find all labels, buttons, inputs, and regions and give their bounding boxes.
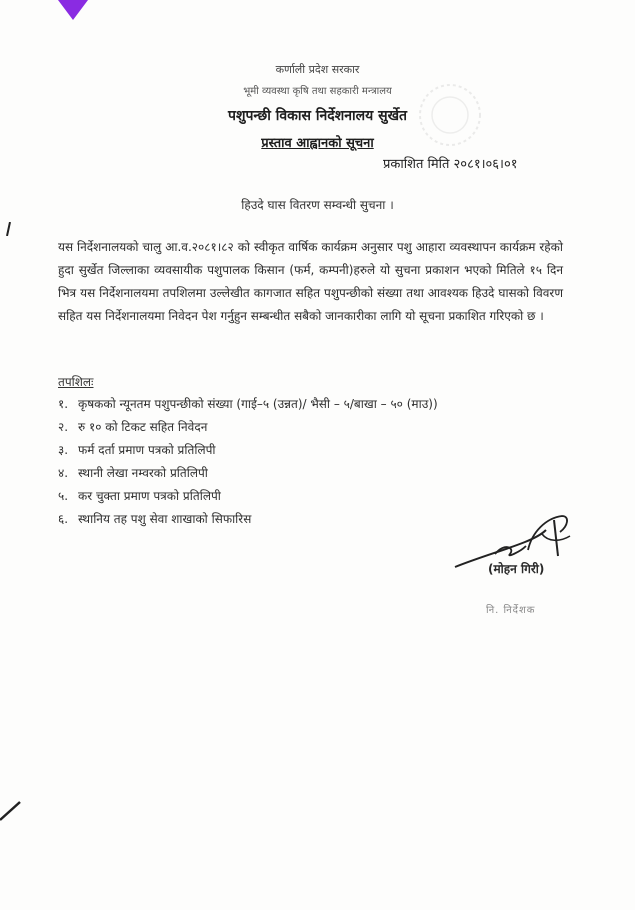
item-number: ४.: [58, 466, 69, 480]
list-item: [58, 486, 438, 509]
ministry-name: भूमी व्यवस्था कृषि तथा सहकारी मन्त्रालय: [243, 86, 392, 97]
notice-body: यस निर्देशनालयको चालु आ.व.२०८१।८२ को स्वीकृत वार्षिक कार्यक्रम अनुसार पशु आहारा व्यवस्थापन कार्यक्रम रहेको हुदा सुर्खेत जिल्लाका व्यवसायीक पशुपालक किसान (फर्म, कम्पनी)हरुले यो सुचना प्रकाशन भएको मितिले १५ दिन भित्र यस निर्देशनालयमा तपशिलमा उल्लेखीत कागजात सहित पशुपन्छीको संख्या तथा आवश्यक हिउदे घासको विवरण सहित यस निर्देशनालयमा निवेदन पेश गर्नुहुन सम्बन्धीत सबैको जानकारीका लागि यो सूचना प्रकाशित गरिएको छ ।: [58, 240, 563, 323]
details-label: तपशिलः: [58, 375, 94, 389]
list-item: [58, 463, 438, 486]
item-text: स्थानी लेखा नम्वरको प्रतिलिपी: [78, 466, 208, 480]
details-list: [58, 394, 438, 532]
directorate-name: पशुपन्छी विकास निर्देशनालय सुर्खेत: [228, 108, 407, 124]
list-item: [58, 394, 438, 417]
edge-mark-top: [6, 222, 12, 236]
list-item: [58, 440, 438, 463]
item-number: २.: [58, 420, 69, 434]
item-text: कर चुक्ता प्रमाण पत्रको प्रतिलिपी: [78, 489, 221, 503]
item-number: ५.: [58, 489, 69, 503]
item-text: फर्म दर्ता प्रमाण पत्रको प्रतिलिपी: [78, 443, 216, 457]
list-item: [58, 509, 438, 532]
notice-title: प्रस्ताव आह्वानको सूचना: [261, 136, 374, 151]
edge-mark-bottom: [0, 800, 22, 822]
item-number: १.: [58, 397, 69, 411]
item-number: ६.: [58, 512, 69, 526]
notice-subject: हिउदे घास वितरण सम्वन्धी सुचना ।: [241, 198, 394, 212]
published-date: प्रकाशित मिति २०८१।०६।०१: [383, 157, 518, 172]
item-text: स्थानिय तह पशु सेवा शाखाको सिफारिस: [78, 512, 252, 526]
signatory-title: नि. निर्देशक: [486, 605, 536, 616]
office-name: कर्णाली प्रदेश सरकार: [275, 63, 360, 76]
item-text: कृषकको न्यूनतम पशुपन्छीको संख्या (गाई–५ (उन्नत)/ भैसी – ५/बाखा – ५० (माउ)): [78, 397, 438, 411]
item-number: ३.: [58, 443, 69, 457]
list-item: [58, 417, 438, 440]
item-text: रु १० को टिकट सहित निवेदन: [78, 420, 208, 434]
corner-mark: [58, 0, 88, 20]
seal-watermark: [415, 80, 485, 150]
signatory-name: (मोहन गिरी): [488, 562, 545, 576]
